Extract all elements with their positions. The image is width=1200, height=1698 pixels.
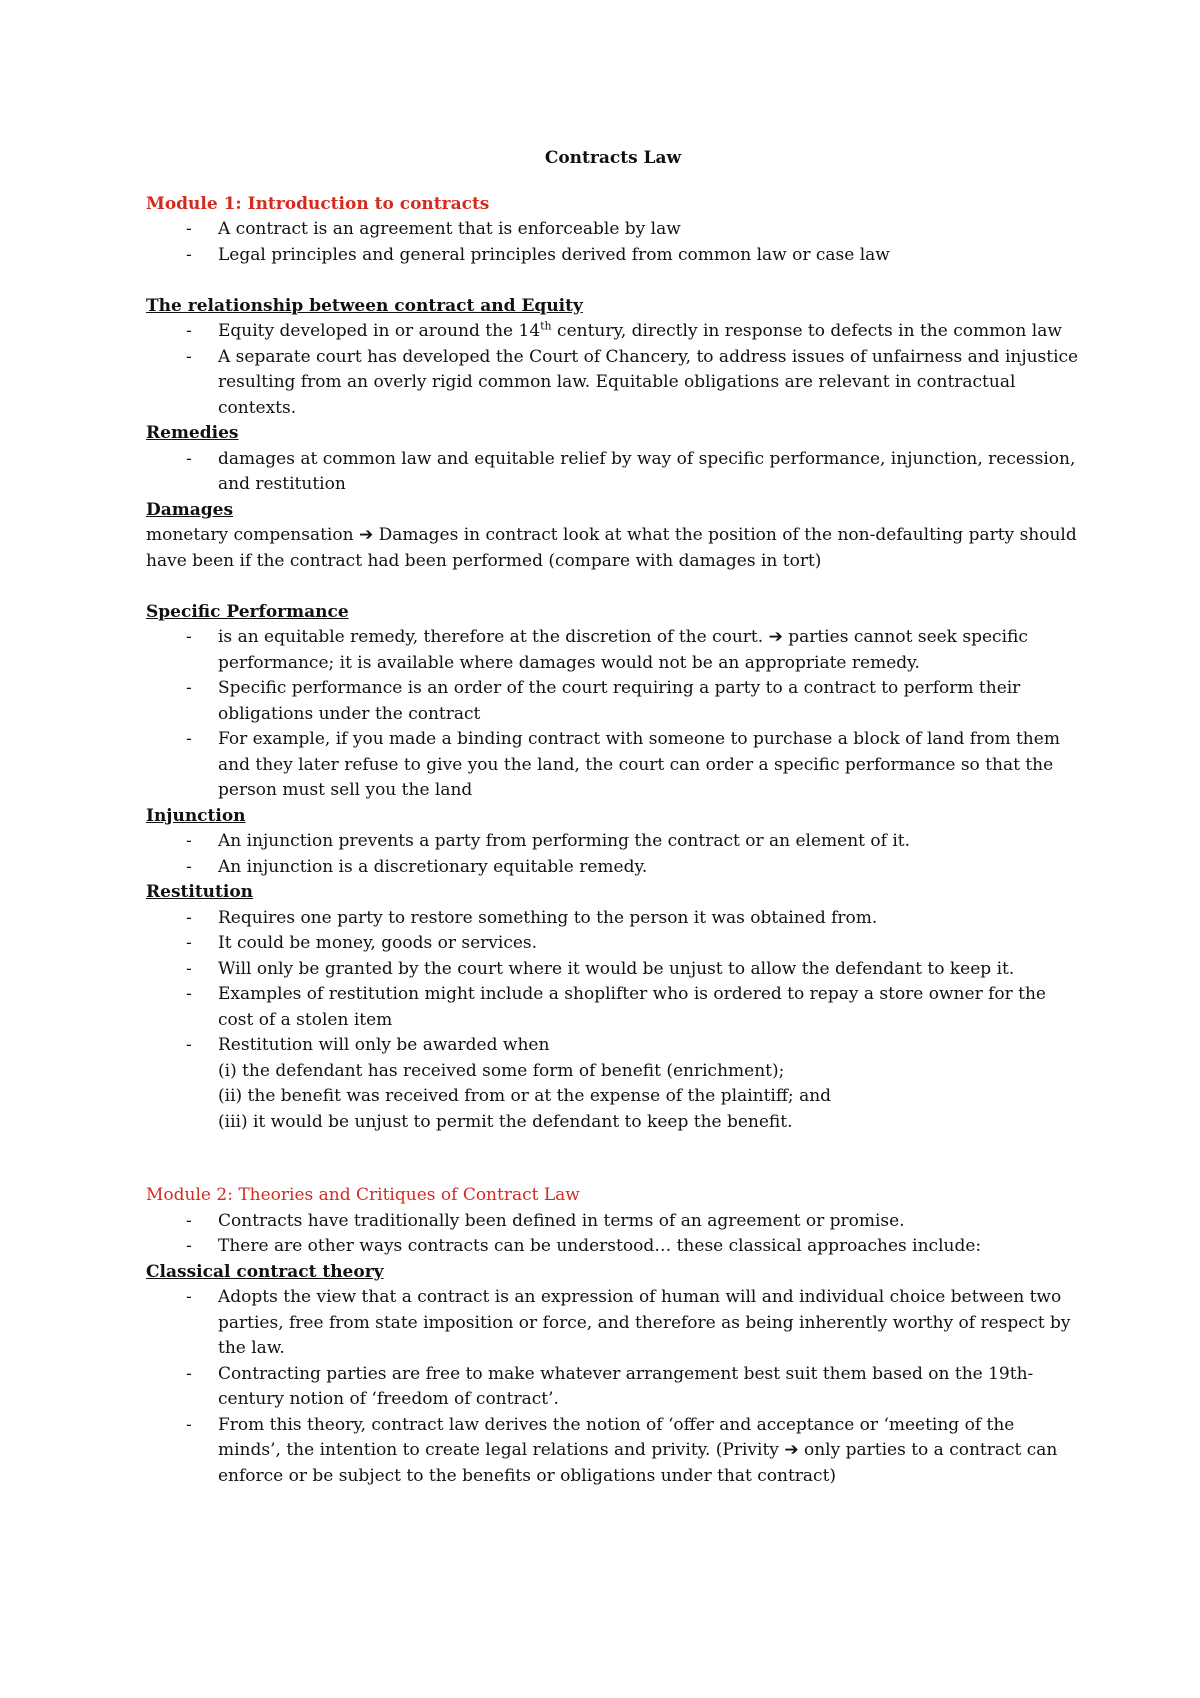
module-2-list bbox=[146, 1209, 1080, 1260]
restitution-condition: (ii) the benefit was received from or at the expense of the plaintiff; and bbox=[218, 1086, 832, 1106]
restitution-condition: (i) the defendant has received some form of benefit (enrichment); bbox=[218, 1060, 785, 1081]
list-item: - Contracting parties are free to make whatever arrangement best suit them based on the 19th-century notion of ‘freedom of contract’. bbox=[146, 1362, 1080, 1413]
list-item: - A separate court has developed the Court of Chancery, to address issues of unfairness and injustice resulting from an overly rigid common law. Equitable obligations are relevant in contractual contexts. bbox=[146, 345, 1080, 422]
classical-text: only parties to a contract can enforce or be subject to the benefits or obligations under that contract) bbox=[218, 1440, 1058, 1486]
remedies-list bbox=[146, 447, 1080, 498]
list-item: - Contracts have traditionally been defined in terms of an agreement or promise. bbox=[146, 1209, 1080, 1235]
list-item: - There are other ways contracts can be understood… these classical approaches include: bbox=[146, 1234, 1080, 1260]
spacer bbox=[146, 574, 1080, 600]
injunction-heading: Injunction bbox=[146, 805, 246, 826]
arrow-icon: ➔ bbox=[784, 1440, 799, 1460]
module-1-list bbox=[146, 217, 1080, 268]
module-1-heading: Module 1: Introduction to contracts bbox=[146, 193, 490, 214]
classical-text: From this theory, contract law derives the notion of ‘offer and acceptance or ‘meeting of the minds’, the intention to create legal relations and privity. (Privity bbox=[218, 1414, 1015, 1460]
list-item: - Specific performance is an order of the court requiring a party to a contract to perform their obligations under the contract bbox=[146, 676, 1080, 727]
classical-theory-heading: Classical contract theory bbox=[146, 1261, 384, 1282]
sp-text: parties cannot seek specific performance; it is available where damages would not be an appropriate remedy. bbox=[218, 627, 1028, 673]
restitution-list bbox=[146, 906, 1080, 1136]
specific-performance-list bbox=[146, 625, 1080, 804]
spacer bbox=[146, 268, 1080, 294]
restitution-heading: Restitution bbox=[146, 882, 254, 902]
list-item: - Legal principles and general principles derived from common law or case law bbox=[146, 243, 1080, 269]
document-title: Contracts Law bbox=[544, 148, 682, 168]
list-item: - Requires one party to restore something to the person it was obtained from. bbox=[146, 906, 1080, 932]
equity-text: Equity developed in or around the 14 bbox=[218, 321, 541, 341]
list-item: - Examples of restitution might include a shoplifter who is ordered to repay a store owner for the cost of a stolen item bbox=[146, 982, 1080, 1033]
sp-text: is an equitable remedy, therefore at the discretion of the court. bbox=[218, 627, 769, 647]
list-item bbox=[146, 1033, 1080, 1135]
list-item bbox=[146, 1413, 1080, 1490]
list-item bbox=[146, 319, 1080, 345]
damages-paragraph bbox=[146, 523, 1080, 574]
specific-performance-heading: Specific Performance bbox=[146, 601, 349, 622]
damages-heading: Damages bbox=[146, 499, 234, 520]
damages-text: Damages in contract look at what the position of the non-defaulting party should have been if the contract had been performed (compare with damages in tort) bbox=[146, 525, 1077, 571]
list-item: - An injunction prevents a party from performing the contract or an element of it. bbox=[146, 829, 1080, 855]
superscript: th bbox=[540, 319, 552, 333]
list-item bbox=[146, 625, 1080, 676]
list-item: - A contract is an agreement that is enforceable by law bbox=[146, 217, 1080, 243]
restitution-condition-intro: - Restitution will only be awarded when bbox=[218, 1035, 550, 1055]
equity-heading: The relationship between contract and Equity bbox=[146, 295, 583, 316]
equity-list bbox=[146, 319, 1080, 421]
damages-text: monetary compensation bbox=[146, 525, 359, 545]
list-item: - It could be money, goods or services. bbox=[146, 931, 1080, 957]
list-item: - An injunction is a discretionary equitable remedy. bbox=[146, 855, 1080, 881]
list-item: - For example, if you made a binding contract with someone to purchase a block of land from them and they later refuse to give you the land, the court can order a specific performance so that the person must sell you the land bbox=[146, 727, 1080, 804]
list-item: - Will only be granted by the court where it would be unjust to allow the defendant to keep it. bbox=[146, 957, 1080, 983]
list-item: - Adopts the view that a contract is an expression of human will and individual choice between two parties, free from state imposition or force, and therefore as being inherently worthy of respect by the law. bbox=[146, 1285, 1080, 1362]
module-2-heading: Module 2: Theories and Critiques of Contract Law bbox=[146, 1185, 580, 1205]
equity-text: century, directly in response to defects in the common law bbox=[551, 321, 1062, 341]
list-item: - damages at common law and equitable relief by way of specific performance, injunction, recession, and restitution bbox=[146, 447, 1080, 498]
arrow-icon: ➔ bbox=[768, 627, 783, 647]
classical-theory-list bbox=[146, 1285, 1080, 1489]
spacer bbox=[146, 1135, 1080, 1183]
restitution-condition: (iii) it would be unjust to permit the defendant to keep the benefit. bbox=[218, 1111, 793, 1132]
injunction-list bbox=[146, 829, 1080, 880]
remedies-heading: Remedies bbox=[146, 423, 239, 443]
arrow-icon: ➔ bbox=[358, 525, 374, 545]
